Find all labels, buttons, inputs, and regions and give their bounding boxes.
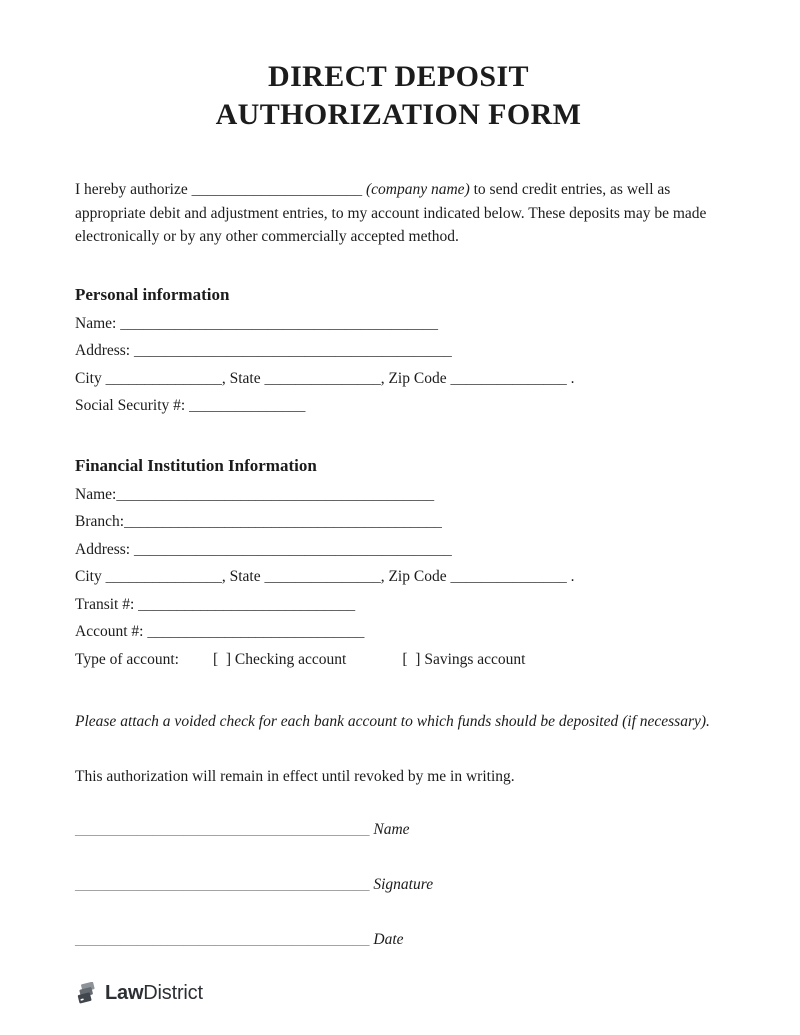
logo-word-district: District	[143, 982, 203, 1004]
savings-checkbox-icon[interactable]: [ ]	[402, 650, 421, 668]
logo-word-law: Law	[105, 982, 144, 1004]
bank-name-label: Name:	[75, 485, 117, 503]
transit-number-blank[interactable]: ____________________________	[138, 595, 356, 613]
signer-name-row	[75, 817, 722, 842]
page-title-line2: AUTHORIZATION FORM	[215, 98, 582, 131]
financial-institution-section	[75, 456, 722, 674]
financial-institution-rows	[75, 481, 722, 674]
savings-account-label: Savings account	[420, 650, 526, 668]
company-name-blank[interactable]: ______________________	[191, 181, 363, 198]
transit-number-label: Transit #:	[75, 595, 139, 613]
page-title	[75, 58, 722, 134]
voided-check-note: Please attach a voided check for each bank account to which funds should be deposited (if necessary).	[75, 713, 710, 730]
bank-zip-blank[interactable]: _______________	[450, 568, 567, 585]
revocation-statement: This authorization will remain in effect until revoked by me in writing.	[75, 768, 515, 785]
bank-address-label: Address:	[75, 540, 134, 558]
bank-city-label: City	[75, 568, 106, 585]
bank-branch-label: Branch:	[75, 513, 125, 530]
intro-body-text: to send credit entries, as well as appropriate debit and adjustment entries, to my account indicated below. These deposits may be made electronically or by any other commercially accepted method.	[75, 181, 711, 245]
signer-name-label: Name	[369, 821, 410, 838]
personal-city-label: City	[75, 369, 106, 387]
bank-name-blank[interactable]: _________________________________________	[116, 485, 435, 503]
personal-zip-blank[interactable]: _______________	[450, 369, 567, 387]
bank-city-row-period: .	[566, 568, 575, 585]
logo-wordmark	[105, 982, 203, 1005]
personal-city-row-period: .	[566, 369, 575, 387]
layered-pages-icon	[75, 982, 98, 1005]
personal-address-row	[75, 337, 722, 365]
account-number-row	[75, 618, 722, 646]
signature-label: Signature	[369, 876, 434, 893]
account-type-label: Type of account:	[75, 650, 179, 668]
transit-number-row	[75, 591, 722, 619]
personal-address-blank[interactable]: _________________________________________	[133, 342, 452, 359]
social-security-row	[75, 392, 722, 420]
account-type-row	[75, 646, 722, 674]
signer-name-line[interactable]: ______________________________________	[75, 821, 370, 838]
account-number-label: Account #:	[75, 623, 148, 640]
social-security-blank[interactable]: _______________	[189, 397, 306, 414]
bank-address-blank[interactable]: _________________________________________	[133, 540, 452, 558]
personal-information-rows	[75, 310, 722, 420]
account-number-blank[interactable]: ____________________________	[147, 623, 365, 640]
personal-city-blank[interactable]: _______________	[105, 369, 222, 387]
checking-checkbox-icon[interactable]: [ ]	[212, 650, 232, 668]
date-line[interactable]: ______________________________________	[75, 931, 370, 948]
signature-block	[75, 817, 722, 952]
bank-name-row	[75, 481, 722, 509]
company-name-hint: (company name)	[362, 181, 470, 198]
date-label: Date	[369, 931, 404, 948]
financial-institution-heading: Financial Institution Information	[75, 455, 317, 475]
bank-branch-row	[75, 508, 722, 536]
page-title-line1: DIRECT DEPOSIT	[268, 60, 529, 93]
personal-state-blank[interactable]: _______________	[264, 369, 381, 387]
personal-state-label: , State	[221, 369, 265, 387]
signature-row	[75, 872, 722, 897]
social-security-label: Social Security #:	[75, 397, 190, 414]
personal-city-state-zip-row	[75, 365, 722, 393]
bank-city-blank[interactable]: _______________	[105, 568, 222, 585]
personal-name-label: Name:	[75, 314, 121, 332]
authorization-intro-paragraph	[75, 178, 722, 249]
date-row	[75, 927, 722, 952]
personal-name-row	[75, 310, 722, 338]
checking-account-option[interactable]	[213, 651, 346, 668]
bank-city-state-zip-row	[75, 563, 722, 591]
personal-address-label: Address:	[75, 342, 134, 359]
bank-state-blank[interactable]: _______________	[264, 568, 381, 585]
personal-information-heading: Personal information	[75, 284, 230, 304]
savings-account-option[interactable]	[402, 651, 525, 668]
personal-zip-label: , Zip Code	[380, 369, 451, 387]
bank-branch-blank[interactable]: _________________________________________	[124, 513, 442, 530]
checking-account-label: Checking account	[231, 650, 347, 668]
intro-lead-text: I hereby authorize	[75, 181, 192, 198]
bank-zip-label: , Zip Code	[380, 568, 451, 585]
personal-information-section	[75, 285, 722, 420]
lawdistrict-logo	[75, 982, 722, 1005]
bank-address-row	[75, 536, 722, 564]
personal-name-blank[interactable]: _________________________________________	[120, 314, 438, 332]
bank-state-label: , State	[221, 568, 265, 585]
signature-line[interactable]: ______________________________________	[75, 876, 370, 893]
